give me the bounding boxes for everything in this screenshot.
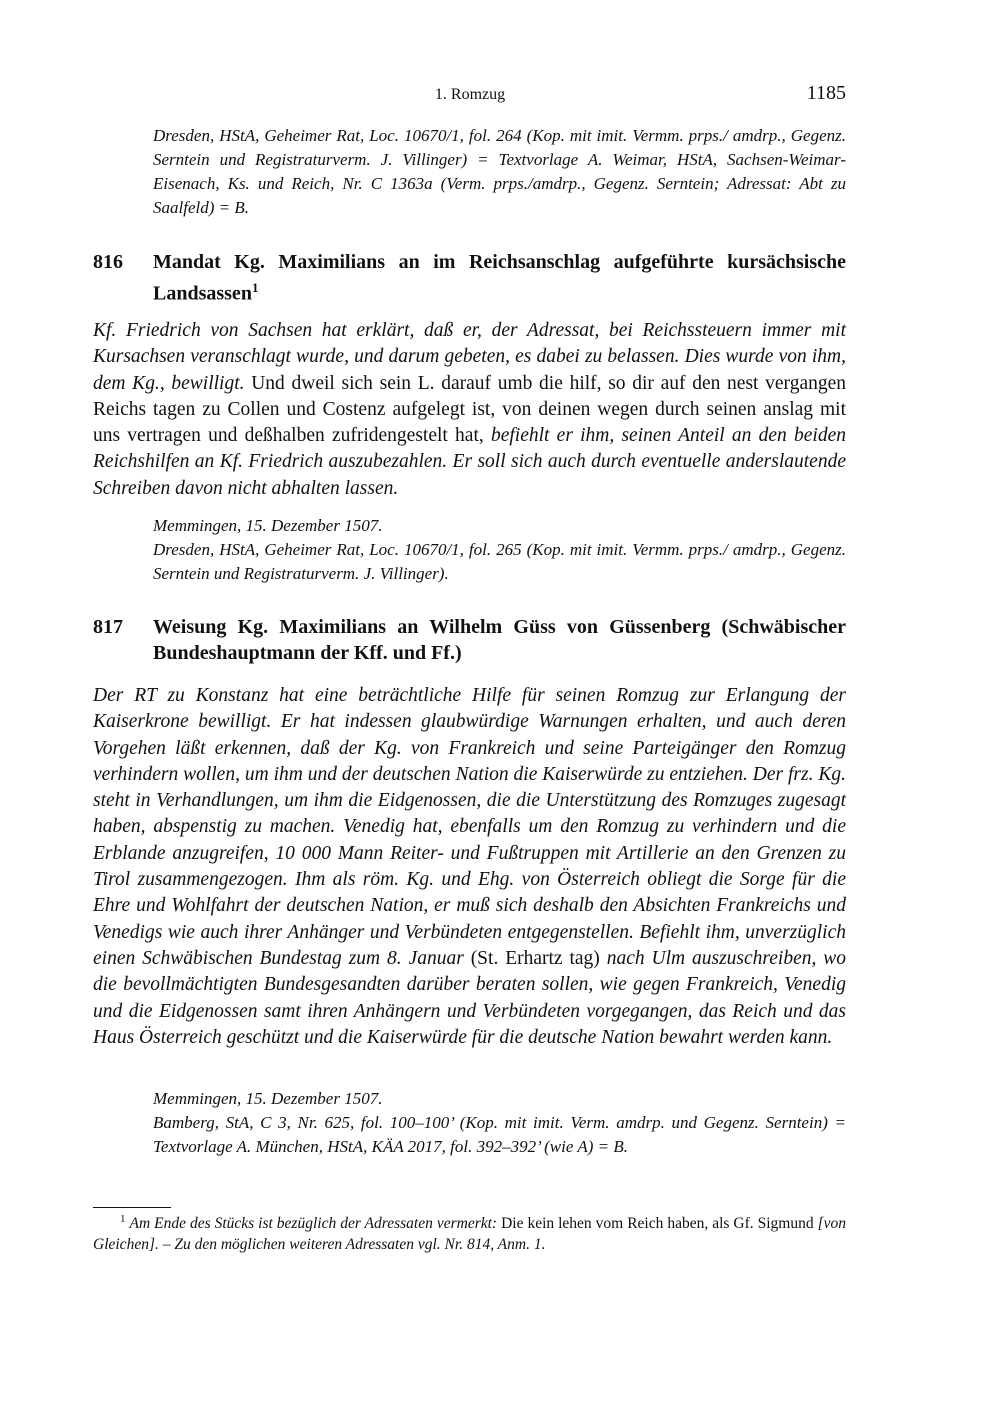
footnote-divider	[93, 1207, 171, 1208]
doc-816-body	[93, 318, 846, 502]
doc-817-summary-1: Der RT zu Konstanz hat eine beträchtliche Hilfe für seinen Romzug zur Erlangung der Kaiserkrone bewilligt. Er hat indessen glaubwürdige Warnungen erhalten, und auch deren Vorgehen läßt erkennen, daß der Kg. von Frankreich und seine Parteigänger den Romzug verhindern wollen, um ihm und der deutschen Nation die Kaiserwürde zu entziehen. Der frz. Kg. steht in Verhandlungen, um ihm die Eidgenossen, die die Unterstützung des Romzuges zugesagt haben, abspenstig zu machen. Venedig hat, ebenfalls um den Romzug zu verhindern und die Erblande anzugreifen, 10 000 Mann Reiter- und Fußtruppen mit Artillerie an den Grenzen zu Tirol zusammengezogen. Ihm als röm. Kg. und Ehg. von Österreich obliegt die Sorge für die Ehre und Wohlfahrt der deutschen Nation, er muß sich deshalb den Absichten Frankreichs und Venedigs wie auch ihrer Anhänger und Verbündeten entgegenstellen. Befiehlt ihm, unverzüglich einen Schwäbischen Bundestag zum 8. Januar	[93, 685, 846, 969]
doc-816-heading	[93, 249, 846, 305]
footnote	[93, 1213, 846, 1255]
running-title: 1. Romzug	[434, 86, 506, 103]
page-number: 1185	[806, 82, 846, 104]
doc-816-source: Dresden, HStA, Geheimer Rat, Loc. 10670/1, fol. 265 (Kop. mit imit. Vermm. prps./ amdrp., Gegenz. Serntein und Registraturverm. J. Villinger).	[153, 540, 846, 583]
footnote-part-1: Am Ende des Stücks ist bezüglich der Adressaten vermerkt:	[129, 1215, 498, 1232]
prev-entry-source: Dresden, HStA, Geheimer Rat, Loc. 10670/1, fol. 264 (Kop. mit imit. Vermm. prps./ amdrp., Gegenz. Serntein und Registraturverm. J. Villinger) = Textvorlage A. Weimar, HStA, Sachsen-Weimar-Eisenach, Ks. und Reich, Nr. C 1363a (Verm. prps./amdrp., Gegenz. Serntein; Adressat: Abt zu Saalfeld) = B.	[153, 126, 846, 217]
footnote-part-3: [von Gleichen]. – Zu den möglichen weiteren Adressaten vgl. Nr. 814, Anm. 1.	[93, 1215, 846, 1253]
doc-816-summary-1: Kf. Friedrich von Sachsen hat erklärt, daß er, der Adressat, bei Reichssteuern immer mit Kursachsen veranschlagt wurde, und darum gebeten, es dabei zu belassen. Dies wurde von ihm, dem Kg., bewilligt.	[93, 320, 846, 394]
doc-817-heading	[93, 614, 846, 666]
doc-816-summary-2: befiehlt er ihm, seinen Anteil an den beiden Reichshilfen an Kf. Friedrich auszubezahlen. Er soll sich auch durch eventuelle anderslautende Schreiben davon nicht abhalten lassen.	[93, 425, 846, 499]
doc-816-number: 816	[93, 251, 123, 273]
doc-817-source: Bamberg, StA, C 3, Nr. 625, fol. 100–100’ (Kop. mit imit. Verm. amdrp. und Gegenz. Serntein) = Textvorlage A. München, HStA, KÄA 2017, fol. 392–392’ (wie A) = B.	[153, 1113, 846, 1156]
footnote-mark: 1	[120, 1212, 126, 1225]
doc-817-body	[93, 683, 846, 1051]
doc-817-quote: (St. Erhartz tag)	[470, 947, 600, 969]
doc-816-date: Memmingen, 15. Dezember 1507.	[153, 516, 383, 535]
page-header	[0, 84, 1004, 108]
doc-817-summary-2: nach Ulm auszuschreiben, wo die bevollmächtigten Bundesgesandten darüber beraten sollen, wie gegen Frankreich, Venedig und die Eidgenossen samt ihren Anhängern und Verbündeten vorgegangen, das Reich und das Haus Österreich geschützt und die Kaiserwürde für die deutsche Nation bewahrt werden kann.	[93, 947, 847, 1048]
doc-816-title	[153, 249, 846, 307]
doc-817-title: Weisung Kg. Maximilians an Wilhelm Güss von Güssenberg (Schwäbischer Bundeshauptmann der Kff. und Ff.)	[153, 616, 846, 664]
footnote-part-2: Die kein lehen vom Reich haben, als Gf. Sigmund	[501, 1215, 814, 1232]
doc-817-date: Memmingen, 15. Dezember 1507.	[153, 1089, 383, 1108]
doc-817-number: 817	[93, 616, 123, 638]
footnote-reference[interactable]: 1	[251, 280, 259, 295]
doc-816-quote: Und dweil sich sein L. darauf umb die hilf, so dir auf den nest vergangen Reichs tagen zu Collen und Costenz aufgelegt ist, von deinen wegen durch seinen anslag mit uns vertragen und deßhalben zufridengestelt hat,	[93, 372, 847, 447]
doc-816-title-text: Mandat Kg. Maximilians an im Reichsanschlag aufgeführte kursächsische Landsassen	[153, 251, 846, 305]
